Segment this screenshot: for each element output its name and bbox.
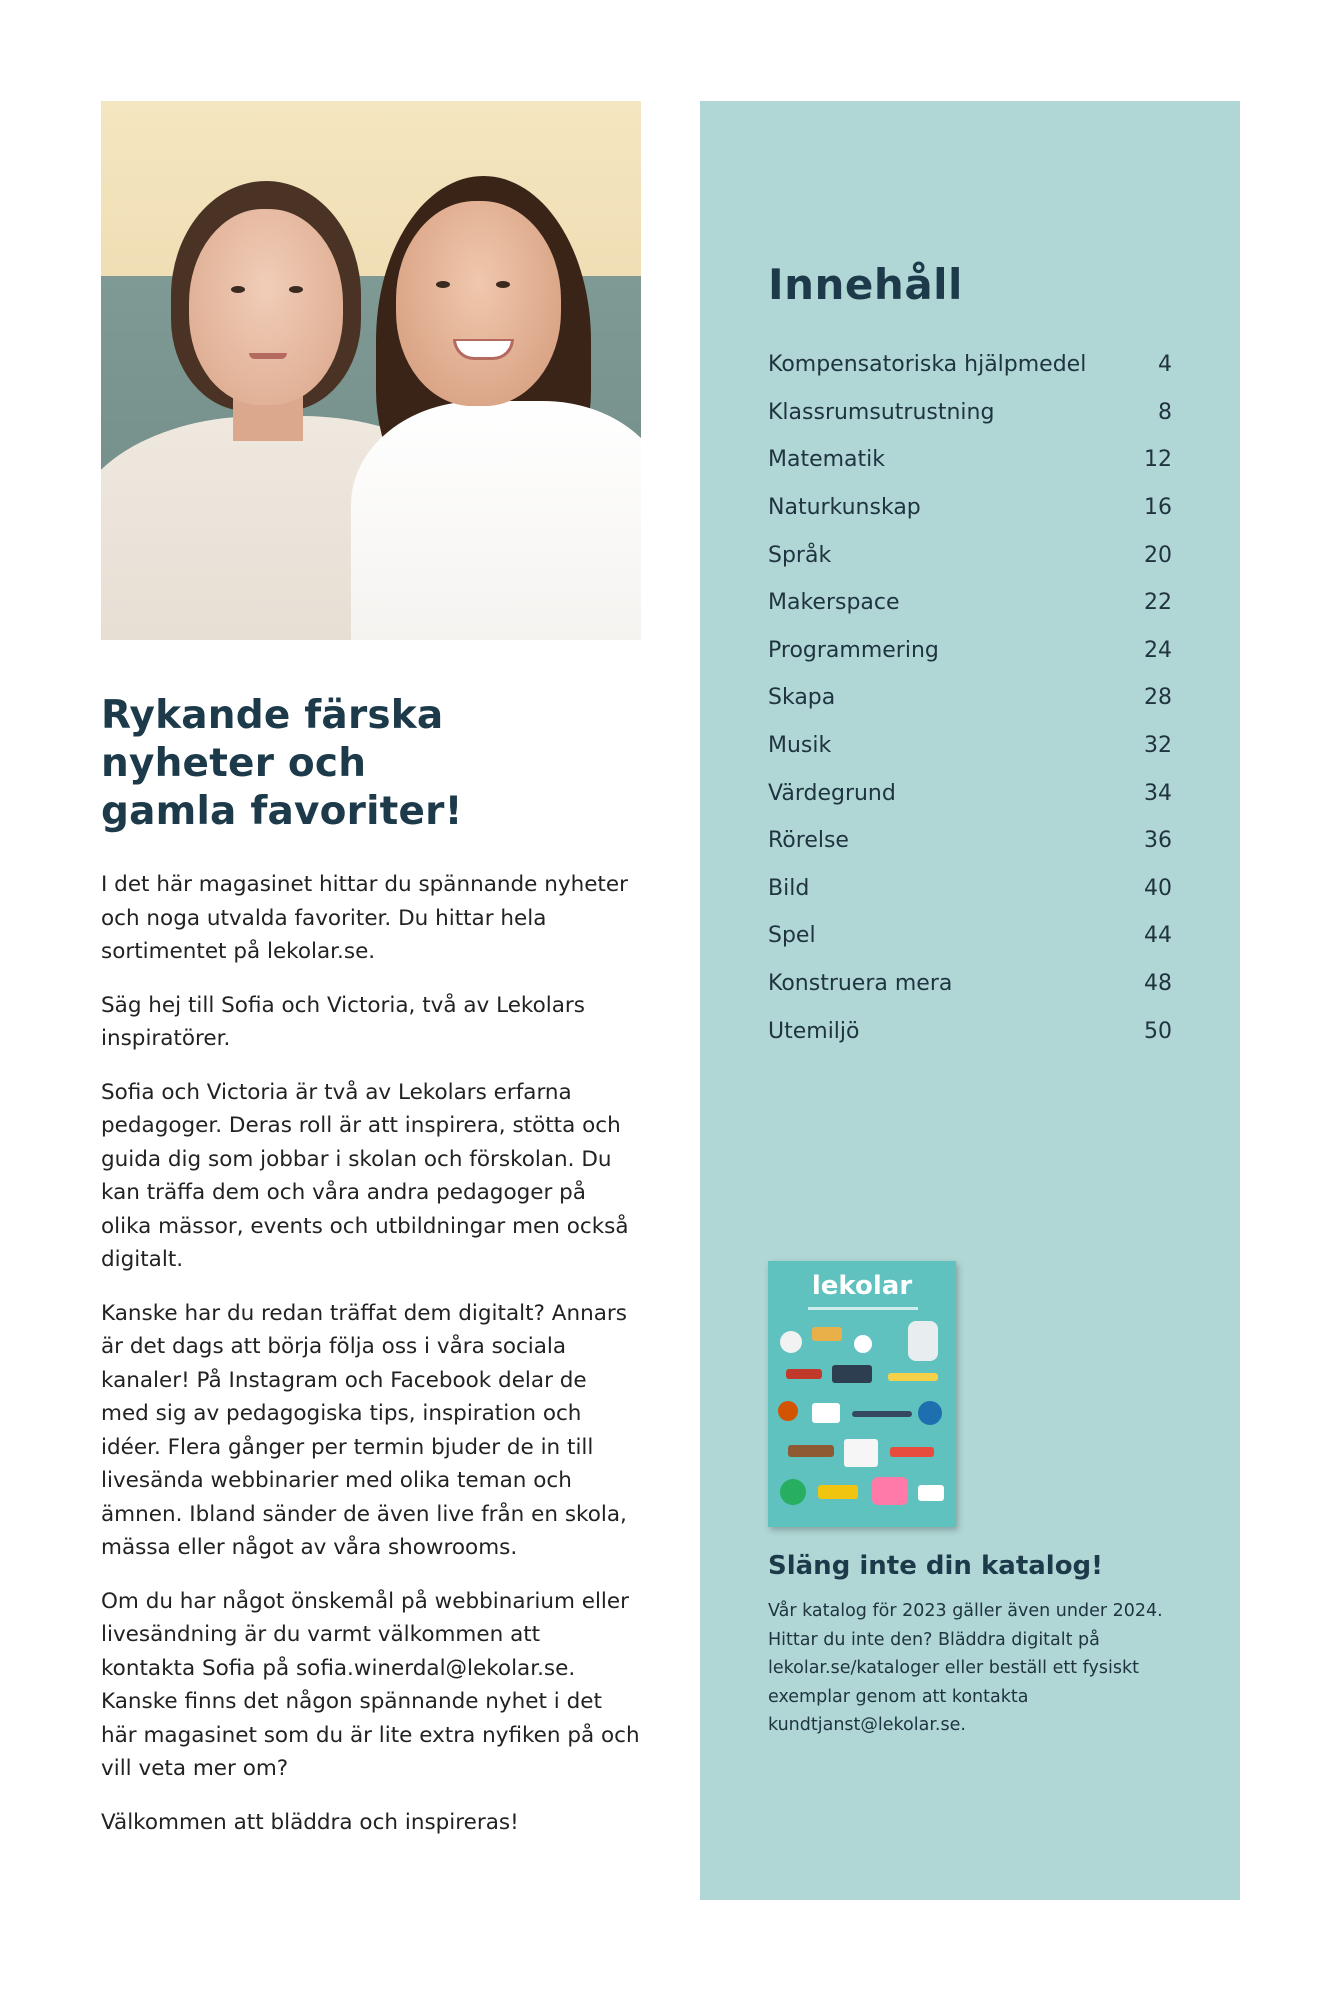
toc-item-label: Musik	[768, 733, 832, 759]
intro-paragraph: Om du har något önskemål på webbinarium eller livesändning är du varmt välkommen att kontakta Sofia på sofia.winerdal@lekolar.se. Kanske finns det någon spännande nyhet i det här magasinet som du är lite extra nyfiken på och vill veta mer om?	[101, 1588, 640, 1781]
toc-item-label: Makerspace	[768, 590, 900, 616]
inspirers-photo	[101, 101, 641, 640]
toc-item-page: 16	[1144, 495, 1172, 521]
toc-item-page: 50	[1144, 1018, 1172, 1044]
catalog-logo: lekolar	[811, 1271, 913, 1301]
catalog-product	[890, 1447, 934, 1457]
photo-mouth	[249, 353, 287, 359]
toc-item-page: 48	[1144, 971, 1172, 997]
intro-paragraph: I det här magasinet hittar du spännande nyheter och noga utvalda favoriter. Du hittar hela sortimentet på lekolar.se.	[101, 872, 628, 964]
catalog-product	[888, 1373, 938, 1381]
toc-item-label: Värdegrund	[768, 780, 896, 806]
intro-column	[101, 101, 641, 1859]
photo-eye	[496, 281, 510, 288]
catalog-callout-text: Vår katalog för 2023 gäller även under 2024. Hittar du inte den? Bläddra digitalt på lekolar.se/kataloger eller beställ ett fysiskt exemplar genom att kontakta kundtjanst@lekolar.se.	[768, 1601, 1163, 1735]
toc-item	[768, 484, 1172, 532]
catalog-product	[786, 1369, 822, 1379]
catalog-product	[908, 1321, 938, 1361]
intro-paragraph: Kanske har du redan träffat dem digitalt? Annars är det dags att börja följa oss i våra sociala kanaler! På Instagram och Facebook delar de med sig av pedagogiska tips, inspiration och idéer. Flera gånger per termin bjuder de in till livesända webbinarier med olika teman och ämnen. Ibland sänder de även live från en skola, mässa eller något av våra showrooms.	[101, 1300, 627, 1560]
toc-item-page: 22	[1144, 590, 1172, 616]
toc-item-label: Rörelse	[768, 828, 849, 854]
photo-eye	[289, 286, 303, 293]
photo-person-victoria-body	[351, 401, 641, 640]
toc-item	[768, 912, 1172, 960]
catalog-product	[780, 1331, 802, 1353]
catalog-tagline-bar	[808, 1307, 918, 1310]
toc-item-page: 34	[1144, 780, 1172, 806]
intro-paragraph: Sofia och Victoria är två av Lekolars erfarna pedagoger. Deras roll är att inspirera, stötta och guida dig som jobbar i skolan och förskolan. Du kan träffa dem och våra andra pedagoger på olika mässor, events och utbildningar men också digitalt.	[101, 1079, 629, 1272]
catalog-product	[844, 1439, 878, 1467]
toc-item	[768, 960, 1172, 1008]
toc-item-page: 12	[1144, 447, 1172, 473]
toc-item-page: 24	[1144, 637, 1172, 663]
toc-item	[768, 674, 1172, 722]
toc-item-page: 36	[1144, 828, 1172, 854]
toc-item-label: Klassrumsutrustning	[768, 399, 995, 425]
headline	[101, 692, 641, 836]
headline-line: Rykande färska	[101, 693, 444, 738]
catalog-product	[818, 1485, 858, 1499]
toc-item-label: Utemiljö	[768, 1018, 860, 1044]
catalog-cover-image	[768, 1261, 956, 1527]
toc-item	[768, 769, 1172, 817]
toc-item	[768, 341, 1172, 389]
catalog-product	[918, 1485, 944, 1501]
toc-item	[768, 389, 1172, 437]
catalog-product	[812, 1403, 840, 1423]
catalog-product	[854, 1335, 872, 1353]
catalog-product	[832, 1365, 872, 1383]
toc-list	[768, 341, 1172, 1055]
photo-eye	[436, 281, 450, 288]
toc-item-page: 32	[1144, 733, 1172, 759]
toc-item	[768, 579, 1172, 627]
toc-item-page: 4	[1158, 352, 1172, 378]
intro-paragraph: Säg hej till Sofia och Victoria, två av Lekolars inspiratörer.	[101, 992, 585, 1051]
toc-item-label: Spel	[768, 923, 816, 949]
toc-item-label: Kompensatoriska hjälpmedel	[768, 352, 1087, 378]
headline-line: gamla favoriter!	[101, 789, 463, 834]
toc-item-page: 28	[1144, 685, 1172, 711]
photo-person-victoria-face	[396, 201, 561, 406]
toc-item	[768, 627, 1172, 675]
toc-item-page: 40	[1144, 875, 1172, 901]
contents-panel	[700, 101, 1240, 1900]
intro-body	[101, 868, 641, 1839]
toc-item	[768, 722, 1172, 770]
toc-item	[768, 531, 1172, 579]
toc-item-label: Naturkunskap	[768, 495, 921, 521]
toc-title: Innehåll	[768, 260, 963, 309]
catalog-callout-title: Släng inte din katalog!	[768, 1551, 1104, 1581]
catalog-product	[788, 1445, 834, 1457]
headline-line: nyheter och	[101, 741, 367, 786]
catalog-product	[852, 1411, 912, 1417]
catalog-product	[872, 1477, 908, 1505]
toc-item-label: Konstruera mera	[768, 971, 953, 997]
toc-item	[768, 436, 1172, 484]
toc-item	[768, 1007, 1172, 1055]
catalog-product	[812, 1327, 842, 1341]
photo-person-sofia-face	[189, 209, 343, 405]
toc-item-label: Språk	[768, 542, 832, 568]
photo-eye	[231, 286, 245, 293]
catalog-product	[918, 1401, 942, 1425]
catalog-product	[778, 1401, 798, 1421]
toc-item	[768, 865, 1172, 913]
toc-item-label: Bild	[768, 875, 810, 901]
toc-item-page: 44	[1144, 923, 1172, 949]
intro-paragraph: Välkommen att bläddra och inspireras!	[101, 1809, 519, 1835]
toc-item	[768, 817, 1172, 865]
catalog-product	[780, 1479, 806, 1505]
toc-item-label: Programmering	[768, 637, 939, 663]
toc-item-page: 20	[1144, 542, 1172, 568]
toc-item-page: 8	[1158, 399, 1172, 425]
toc-item-label: Skapa	[768, 685, 836, 711]
toc-item-label: Matematik	[768, 447, 886, 473]
